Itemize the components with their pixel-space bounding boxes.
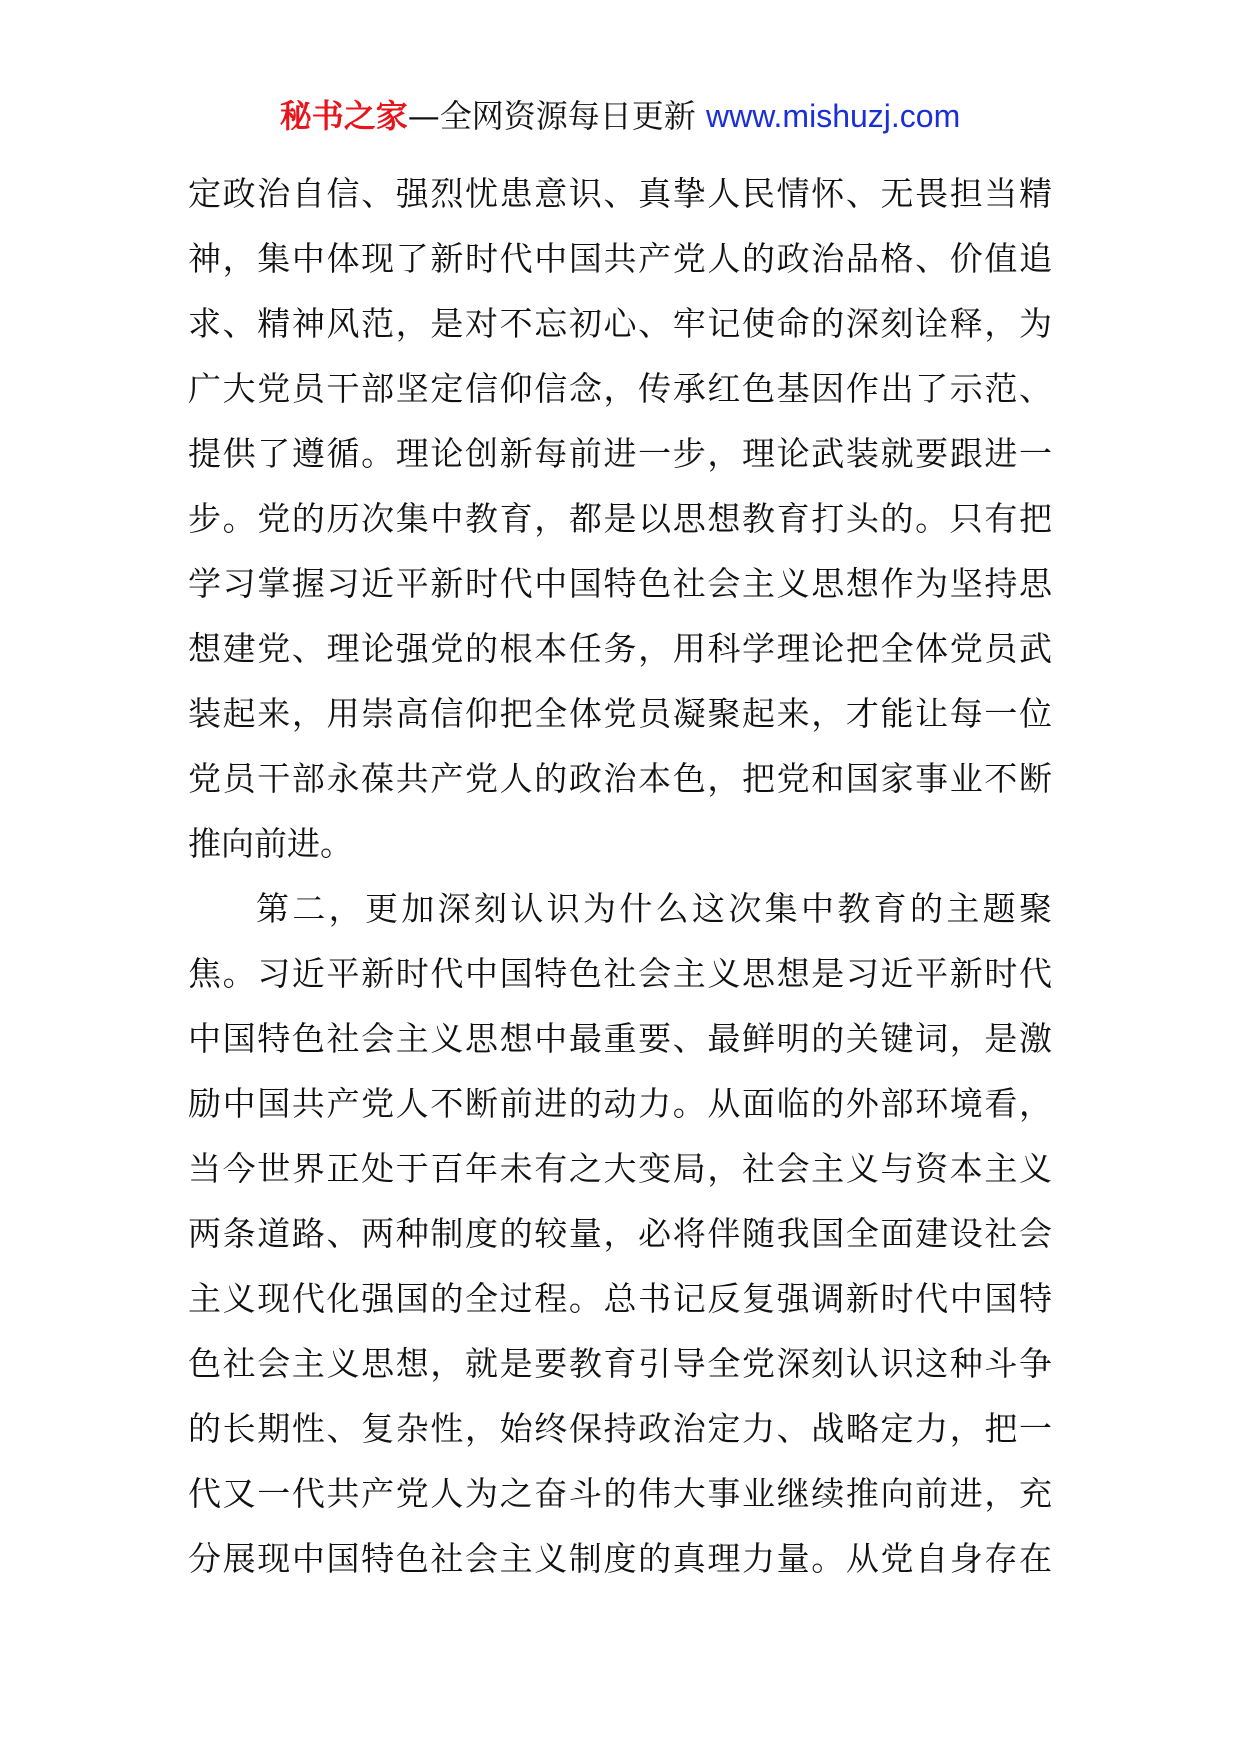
text-line: 步。党的历次集中教育，都是以思想教育打头的。只有把 xyxy=(188,499,1052,538)
text-line: 党员干部永葆共产党人的政治本色，把党和国家事业不断 xyxy=(188,759,1052,798)
text-line: 主义现代化强国的全过程。总书记反复强调新时代中国特 xyxy=(188,1279,1052,1318)
text-line: 定政治自信、强烈忧患意识、真挚人民情怀、无畏担当精 xyxy=(188,174,1052,213)
text-line: 当今世界正处于百年未有之大变局，社会主义与资本主义 xyxy=(188,1149,1052,1188)
text-line: 焦。习近平新时代中国特色社会主义思想是习近平新时代 xyxy=(188,954,1052,993)
text-line: 广大党员干部坚定信仰信念，传承红色基因作出了示范、 xyxy=(188,369,1052,408)
text-line: 代又一代共产党人为之奋斗的伟大事业继续推向前进，充 xyxy=(188,1474,1052,1513)
text-line: 提供了遵循。理论创新每前进一步，理论武装就要跟进一 xyxy=(188,434,1052,473)
text-line: 想建党、理论强党的根本任务，用科学理论把全体党员武 xyxy=(188,629,1052,668)
site-url-link[interactable]: www.mishuzj.com xyxy=(705,98,961,134)
paragraph xyxy=(188,876,1052,1591)
site-slogan: —全网资源每日更新 xyxy=(407,97,696,135)
text-line: 神，集中体现了新时代中国共产党人的政治品格、价值追 xyxy=(188,239,1052,278)
text-line: 的长期性、复杂性，始终保持政治定力、战略定力，把一 xyxy=(188,1409,1052,1448)
text-line: 励中国共产党人不断前进的动力。从面临的外部环境看， xyxy=(188,1084,1052,1123)
text-line: 两条道路、两种制度的较量，必将伴随我国全面建设社会 xyxy=(188,1214,1052,1253)
document-body xyxy=(188,161,1052,1591)
text-line: 装起来，用崇高信仰把全体党员凝聚起来，才能让每一位 xyxy=(188,694,1052,733)
site-brand: 秘书之家 xyxy=(279,97,408,135)
text-line: 第二，更加深刻认识为什么这次集中教育的主题聚 xyxy=(256,889,1052,928)
text-line: 求、精神风范，是对不忘初心、牢记使命的深刻诠释，为 xyxy=(188,304,1052,343)
text-line: 分展现中国特色社会主义制度的真理力量。从党自身存在 xyxy=(188,1539,1052,1578)
text-line: 色社会主义思想，就是要教育引导全党深刻认识这种斗争 xyxy=(188,1344,1052,1383)
text-line: 学习掌握习近平新时代中国特色社会主义思想作为坚持思 xyxy=(188,564,1052,603)
text-line: 推向前进。 xyxy=(188,824,353,863)
site-header xyxy=(0,92,1240,140)
text-line: 中国特色社会主义思想中最重要、最鲜明的关键词，是激 xyxy=(188,1019,1052,1058)
paragraph xyxy=(188,161,1052,876)
